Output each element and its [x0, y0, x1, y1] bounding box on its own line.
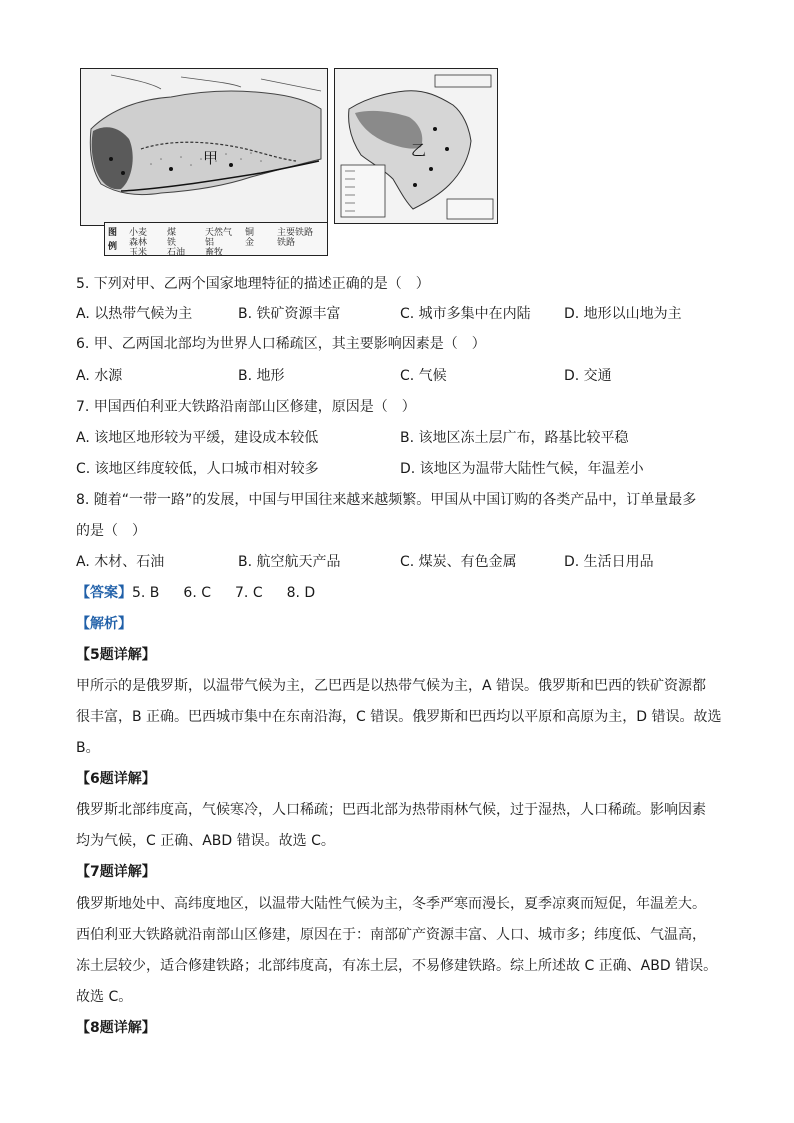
brazil-map-label: 乙: [411, 141, 427, 159]
question-5-stem: 5. 下列对甲、乙两个国家地理特征的描述正确的是（ ）: [76, 276, 430, 292]
question-6-option-b: B. 地形: [238, 368, 285, 384]
answer-label: 【答案】: [76, 585, 132, 601]
question-8-option-b: B. 航空航天产品: [238, 554, 341, 570]
detail-7-line: 冻土层较少，适合修建铁路；北部纬度高，有冻土层，不易修建铁路。综上所述故 C 正确、ABD 错误。: [76, 958, 718, 974]
answer-value: 6. C: [183, 585, 212, 601]
detail-5-title: 【5题详解】: [76, 647, 156, 663]
legend-item: 小麦: [129, 228, 148, 238]
detail-6-line: 俄罗斯北部纬度高，气候寒冷，人口稀疏；巴西北部为热带雨林气候，过于湿热，人口稀疏。影响因素: [76, 802, 706, 818]
legend-title-1: 图: [108, 228, 118, 238]
legend-item: 金: [245, 238, 255, 248]
legend-item: 煤: [167, 228, 177, 238]
detail-5-line: B。: [76, 740, 100, 756]
question-6-option-c: C. 气候: [400, 368, 447, 384]
russia-map-legend: [104, 222, 328, 256]
analysis-label: 【解析】: [76, 616, 132, 632]
question-8-stem-line1: 8. 随着“一带一路”的发展，中国与甲国往来越来越频繁。甲国从中国订购的各类产品中，订单量最多: [76, 492, 697, 508]
question-8-option-c: C. 煤炭、有色金属: [400, 554, 517, 570]
legend-item: 铜: [245, 228, 255, 238]
question-8-stem-line2: 的是（ ）: [76, 523, 146, 539]
detail-7-line: 俄罗斯地处中、高纬度地区，以温带大陆性气候为主，冬季严寒而漫长，夏季凉爽而短促，年温差大。: [76, 896, 706, 912]
detail-8-title: 【8题详解】: [76, 1020, 156, 1036]
legend-item: 石油: [167, 248, 186, 258]
legend-item: 铁路: [277, 238, 296, 248]
legend-item: 玉米: [129, 248, 148, 258]
legend-item: 天然气: [205, 228, 233, 238]
question-7-option-d: D. 该地区为温带大陆性气候，年温差小: [400, 461, 644, 477]
answer-line: [76, 583, 315, 603]
detail-6-line: 均为气候，C 正确、ABD 错误。故选 C。: [76, 833, 335, 849]
detail-5-line: 甲所示的是俄罗斯，以温带气候为主，乙巴西是以热带气候为主，A 错误。俄罗斯和巴西的铁矿资源都: [76, 678, 707, 694]
question-5-option-b: B. 铁矿资源丰富: [238, 306, 341, 322]
legend-item: 森林: [129, 238, 148, 248]
question-6-option-d: D. 交通: [564, 368, 612, 384]
question-6-stem: 6. 甲、乙两国北部均为世界人口稀疏区，其主要影响因素是（ ）: [76, 336, 486, 352]
detail-7-title: 【7题详解】: [76, 864, 156, 880]
detail-5-line: 很丰富，B 正确。巴西城市集中在东南沿海，C 错误。俄罗斯和巴西均以平原和高原为主，D 错误。故选: [76, 709, 722, 725]
question-5-option-d: D. 地形以山地为主: [564, 306, 682, 322]
detail-7-line: 故选 C。: [76, 989, 133, 1005]
question-7-stem: 7. 甲国西伯利亚大铁路沿南部山区修建，原因是（ ）: [76, 399, 416, 415]
question-5-option-c: C. 城市多集中在内陆: [400, 306, 531, 322]
russia-map-label: 甲: [203, 149, 219, 167]
legend-item: 主要铁路: [277, 228, 314, 238]
question-7-option-c: C. 该地区纬度较低，人口城市相对较多: [76, 461, 319, 477]
answer-value: 8. D: [286, 585, 316, 601]
question-5-option-a: A. 以热带气候为主: [76, 306, 193, 322]
legend-title-2: 例: [108, 242, 118, 252]
answer-value: 7. C: [235, 585, 263, 601]
answer-value: 5. B: [132, 585, 160, 601]
question-7-option-b: B. 该地区冻土层广布，路基比较平稳: [400, 430, 629, 446]
question-8-option-a: A. 木材、石油: [76, 554, 165, 570]
question-6-option-a: A. 水源: [76, 368, 123, 384]
legend-item: 畜牧: [205, 248, 224, 258]
brazil-map: [334, 68, 498, 224]
question-8-option-d: D. 生活日用品: [564, 554, 654, 570]
detail-7-line: 西伯利亚大铁路就沿南部山区修建，原因在于：南部矿产资源丰富、人口、城市多；纬度低、气温高，: [76, 927, 706, 943]
russia-map: [80, 68, 328, 226]
question-7-option-a: A. 该地区地形较为平缓，建设成本较低: [76, 430, 319, 446]
detail-6-title: 【6题详解】: [76, 771, 156, 787]
legend-item: 铝: [205, 238, 215, 248]
legend-item: 铁: [167, 238, 177, 248]
